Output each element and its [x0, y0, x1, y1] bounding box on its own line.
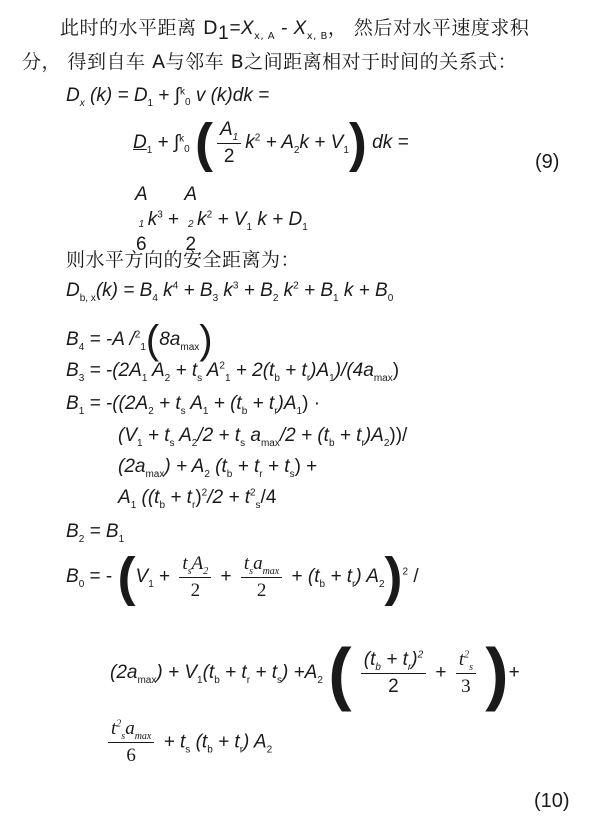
eq10-b1-line-1: $B_1 = -((2A_2 + t_s$ $A_1 + (t_b + t_r)A_1$) ·: [66, 393, 321, 417]
eq9-line-3: A $_1$ 6 $k^3$ + A $_2$ 2 $k^2 + V_1$ $k + D_1$: [135, 184, 308, 255]
eq10-b1-line-3: $(2a_{max}) + A_2$ $(t_b + t_r + t_s)$ +: [118, 456, 318, 480]
equation-number-9: (9): [535, 151, 560, 173]
eq10-b3: $B_3 = -(2A_1$ $A_2 + t_s$ $A^2_1 + 2(t_b + t_r)A_1)/(4a_{max})$: [66, 360, 400, 384]
eq9-line-1: $D_x$ $(k) = D_1 + \int^k_0$ v (k)dk =: [66, 85, 270, 109]
eq10-b0-fraction-1: $\frac{t_sA_2}{2}$: [179, 553, 211, 602]
paragraph-1-line-1: 此时的水平距离 $D_1=X_{x, A} - X_{x, B}$， 然后对水平速度求积: [60, 17, 530, 44]
eq10-b4: $B_4 = -A$ $/^2_1(8a_{max})$: [66, 318, 213, 362]
paragraph-2: 则水平方向的安全距离为：: [66, 249, 301, 271]
eq10-b0-fraction-4: $\frac{t^2_s}{3}$: [456, 649, 476, 698]
eq9-fraction-a1-2: $\frac{A_1}{2}$: [217, 119, 241, 168]
equation-number-10: (10): [534, 790, 570, 812]
eq10-b2: $B_2 = B_1$: [66, 521, 125, 545]
eq10-b0-fraction-5: $\frac{t^2_sa_{max}}{6}$: [108, 718, 154, 767]
eq10-b0-line-3: $\frac{t^2_sa_{max}}{6}$ + $t_s$ $(t_b + t_r)$ $A_2$: [104, 718, 272, 767]
paragraph-1-line-2: 分， 得到自车 A与邻车 B之间距离相对于时间的关系式：: [22, 51, 518, 73]
eq10-b0-fraction-3: $\frac{(t_b + t_r)^2}{2}$: [361, 649, 426, 698]
eq10-dbx: $D_{b, x}(k) = B_4$ $k^4 + B_3$ $k^3 + B_2$ $k^2 + B_1$ $k + B_0$: [66, 280, 394, 304]
eq9-line-2: $D_1 + \int^k_0$ ( $\frac{A_1}{2}$ $k^2 + A_2k + V_1$) dk =: [133, 113, 409, 173]
eq10-b0-line-2: $(2a_{max}) + V_1(t_b + t_r + t_s) +A_2$ ( $\frac{(t_b + t_r)^2}{2}$ + $\frac{t^2_s}{3}$ )+: [110, 634, 520, 712]
eq10-b1-line-4: $A_1$ ($(t_b + t_r)^2/2 + t^2_s/4$: [118, 487, 277, 511]
eq10-b0-fraction-2: $\frac{t_sa_{max}}{2}$: [241, 553, 282, 602]
eq10-b0-line-1: $B_0$ = - ($V_1$ + $\frac{t_sA_2}{2}$ + $\frac{t_sa_{max}}{2}$ + $(t_b + t_r)$ $A_2)^2$ /: [66, 547, 419, 607]
eq10-b1-line-2: ($V_1 + t_s$ $A_2/2 + t_s$ $a_{max}/2 + (t_b + t_r)A_2))/$: [118, 425, 408, 449]
